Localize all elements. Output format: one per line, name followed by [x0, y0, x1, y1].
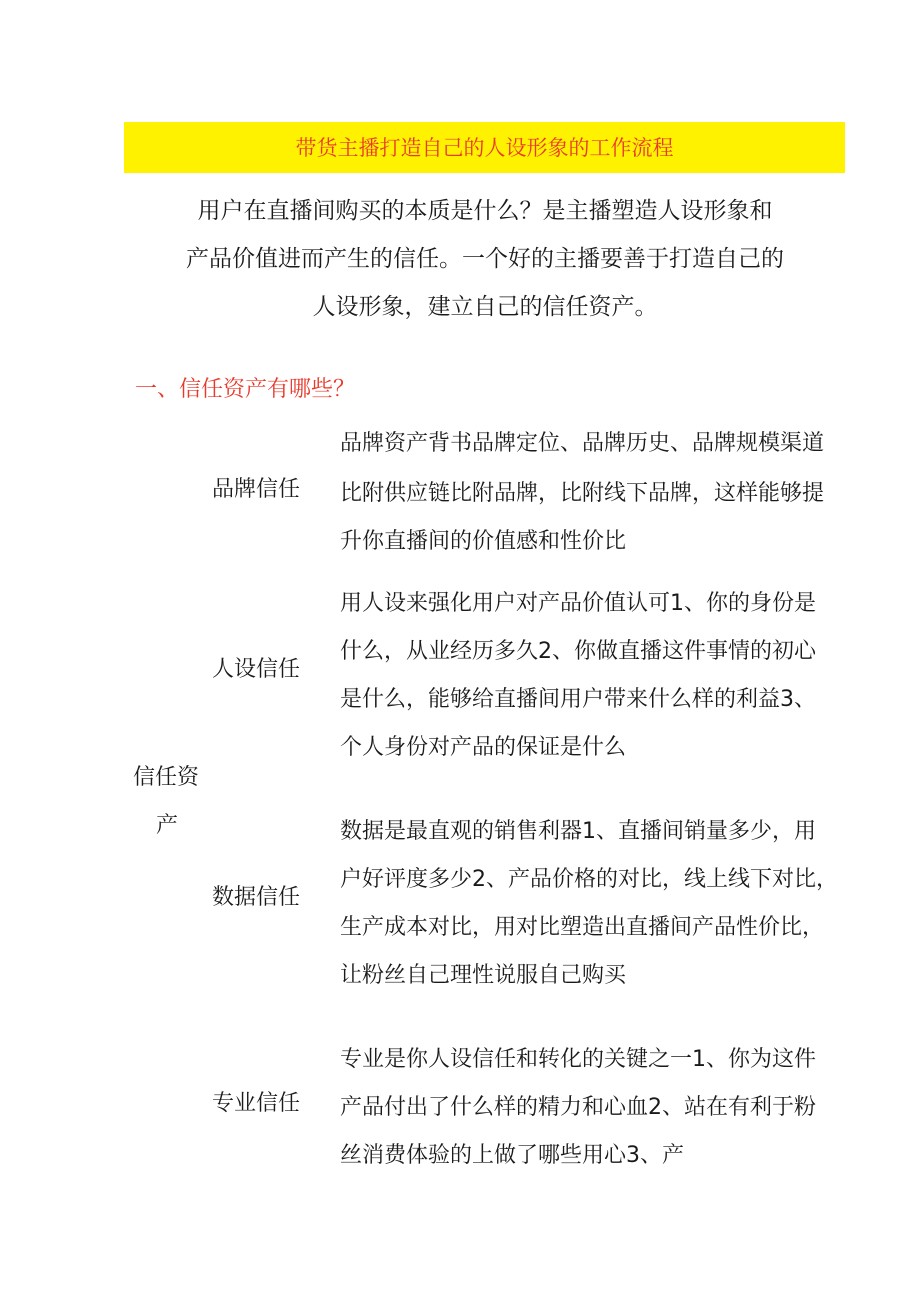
document-title: 带货主播打造自己的人设形象的工作流程: [295, 136, 674, 160]
data-trust-desc-line: 户好评度多少2、产品价格的对比，线上线下对比，: [340, 867, 838, 892]
brand-trust-desc-line: 品牌资产背书品牌定位、品牌历史、品牌规模渠道: [340, 431, 825, 456]
group-label-line-1: 信任资: [133, 765, 200, 790]
intro-line-1: 用户在直播间购买的本质是什么？是主播塑造人设形象和: [197, 198, 773, 224]
data-trust-desc-line: 让粉丝自己理性说服自己购买: [340, 963, 627, 988]
brand-trust-desc-line: 升你直播间的价值感和性价比: [340, 529, 627, 554]
group-label-line-2: 产: [156, 813, 179, 838]
data-trust-desc-line: 数据是最直观的销售利器1、直播间销量多少，用: [340, 819, 816, 844]
item-label-professional-trust: 专业信任: [212, 1091, 301, 1116]
professional-trust-desc-line: 专业是你人设信任和转化的关键之一1、你为这件: [340, 1047, 816, 1072]
item-label-persona-trust: 人设信任: [212, 657, 301, 682]
intro-line-2: 产品价值进而产生的信任。一个好的主播要善于打造自己的: [186, 246, 784, 272]
persona-trust-desc-line: 什么，从业经历多久2、你做直播这件事情的初心: [340, 639, 816, 664]
item-label-data-trust: 数据信任: [212, 885, 301, 910]
data-trust-desc-line: 生产成本对比，用对比塑造出直播间产品性价比，: [340, 915, 825, 940]
intro-line-3: 人设形象，建立自己的信任资产。: [312, 294, 658, 320]
item-label-brand-trust: 品牌信任: [212, 477, 301, 502]
persona-trust-desc-line: 个人身份对产品的保证是什么: [340, 735, 627, 760]
persona-trust-desc-line: 是什么，能够给直播间用户带来什么样的利益3、: [340, 687, 816, 712]
professional-trust-desc-line: 丝消费体验的上做了哪些用心3、产: [340, 1143, 684, 1168]
professional-trust-desc-line: 产品付出了什么样的精力和心血2、站在有利于粉: [340, 1095, 816, 1120]
persona-trust-desc-line: 用人设来强化用户对产品价值认可1、你的身份是: [340, 591, 816, 616]
title-banner: [124, 122, 845, 173]
section-heading: 一、信任资产有哪些？: [135, 377, 356, 402]
brand-trust-desc-line: 比附供应链比附品牌，比附线下品牌，这样能够提: [340, 481, 825, 506]
